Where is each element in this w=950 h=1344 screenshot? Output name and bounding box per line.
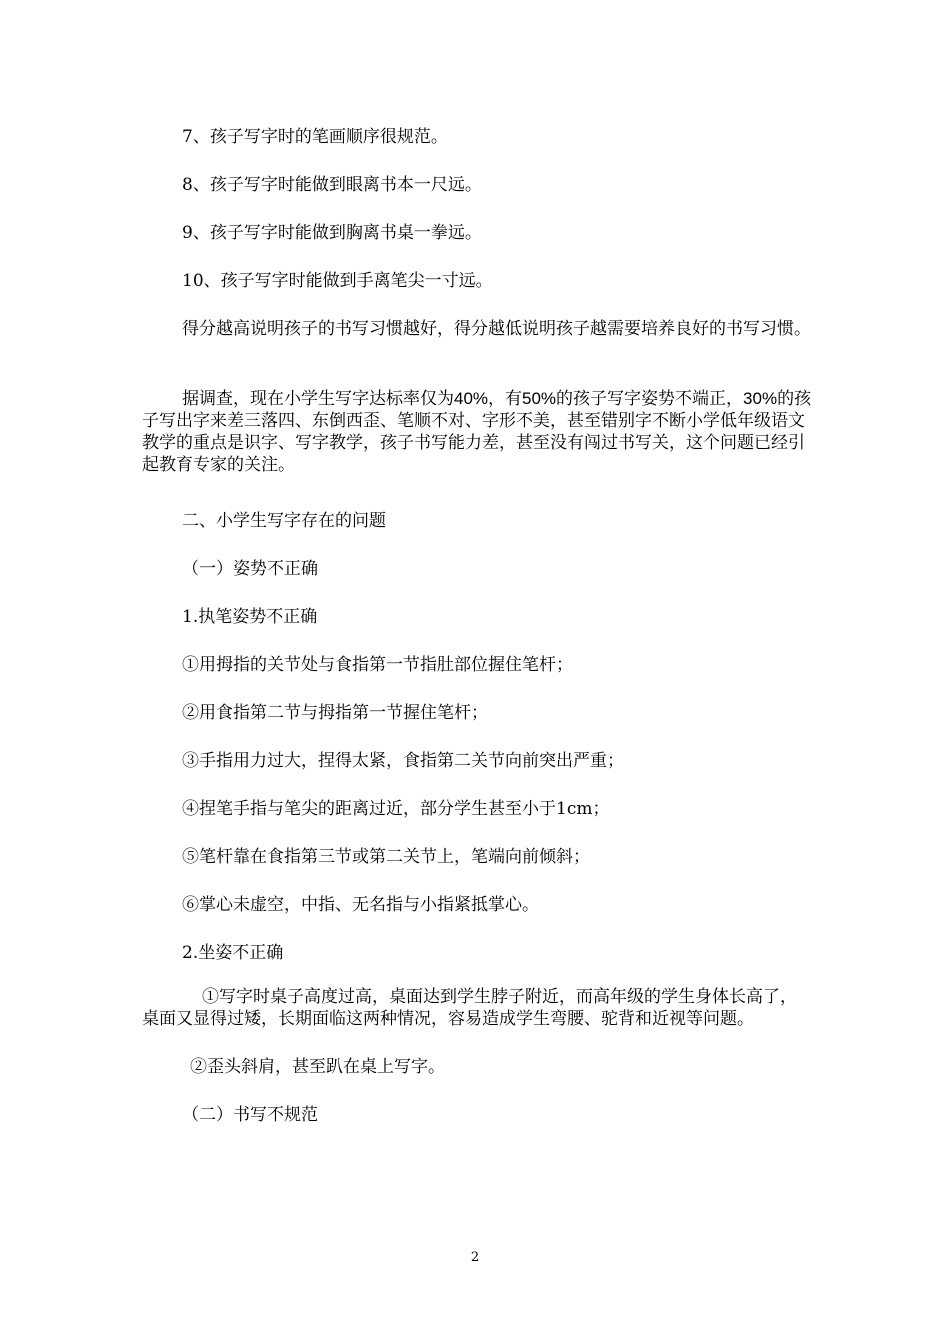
score-explanation-paragraph: 得分越高说明孩子的书写习惯越好，得分越低说明孩子越需要培养良好的书写习惯。 <box>182 319 811 339</box>
list-item-circle-3: ③手指用力过大，捏得太紧，食指第二关节向前突出严重； <box>182 751 624 771</box>
list-item-10: 10、孩子写字时能做到手离笔尖一寸远。 <box>182 271 493 291</box>
sitting-posture-paragraph-2: ②歪头斜肩，甚至趴在桌上写字。 <box>190 1057 445 1077</box>
survey-paragraph: 据调查，现在小学生写字达标率仅为40%，有50%的孩子写字姿势不端正，30%的孩子写出字来差三落四、东倒西歪、笔顺不对、字形不美，甚至错别字不断小学低年级语文教学的重点是识字、写字教学，孩子书写能力差，甚至没有闯过书写关，这个问题已经引起教育专家的关注。 <box>142 389 812 474</box>
page-number: 2 <box>470 1250 480 1265</box>
list-item-9: 9、孩子写字时能做到胸离书桌一拳远。 <box>182 223 482 243</box>
list-item-circle-5: ⑤笔杆靠在食指第三节或第二关节上，笔端向前倾斜； <box>182 847 590 867</box>
list-item-circle-1: ①用拇指的关节处与食指第一节指肚部位握住笔杆； <box>182 655 573 675</box>
item-heading-pen-grip: 1.执笔姿势不正确 <box>182 607 318 627</box>
list-item-circle-4: ④捏笔手指与笔尖的距离过近，部分学生甚至小于1cm； <box>182 799 610 819</box>
list-item-7: 7、孩子写字时的笔画顺序很规范。 <box>182 127 448 147</box>
list-item-8: 8、孩子写字时能做到眼离书本一尺远。 <box>182 175 482 195</box>
subsection-heading-1: （一）姿势不正确 <box>182 559 318 579</box>
item-heading-sitting-posture: 2.坐姿不正确 <box>182 943 284 963</box>
section-heading-2: 二、小学生写字存在的问题 <box>182 511 386 531</box>
list-item-circle-6: ⑥掌心未虚空，中指、无名指与小指紧抵掌心。 <box>182 895 539 915</box>
list-item-circle-2: ②用食指第二节与拇指第一节握住笔杆； <box>182 703 488 723</box>
sitting-posture-paragraph-1: ①写字时桌子高度过高，桌面达到学生脖子附近，而高年级的学生身体长高了，桌面又显得过矮，长期面临这两种情况，容易造成学生弯腰、驼背和近视等问题。 <box>142 987 797 1029</box>
subsection-heading-2: （二）书写不规范 <box>182 1105 318 1125</box>
